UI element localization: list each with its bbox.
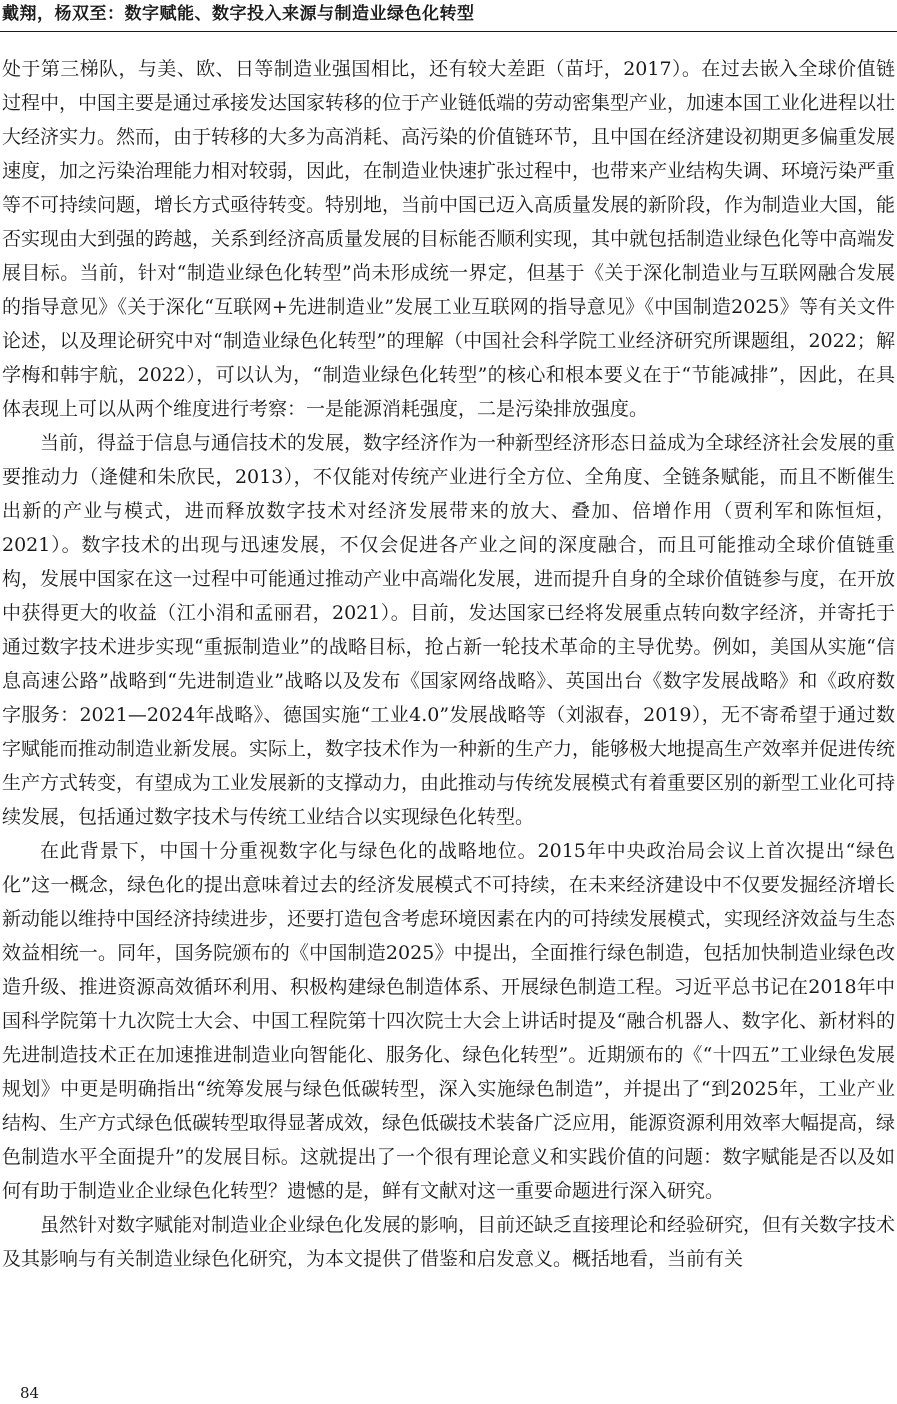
page-number: 84 — [20, 1384, 40, 1402]
paragraph-1: 处于第三梯队，与美、欧、日等制造业强国相比，还有较大差距（苗圩，2017）。在过去嵌入全球价值链过程中，中国主要是通过承接发达国家转移的位于产业链低端的劳动密集型产业，加速本国工业化进程以壮大经济实力。然而，由于转移的大多为高消耗、高污染的价值链环节，且中国在经济建设初期更多偏重发展速度，加之污染治理能力相对较弱，因此，在制造业快速扩张过程中，也带来产业结构失调、环境污染严重等不可持续问题，增长方式亟待转变。特别地，当前中国已迈入高质量发展的新阶段，作为制造业大国，能否实现由大到强的跨越，关系到经济高质量发展的目标能否顺利实现，其中就包括制造业绿色化等中高端发展目标。当前，针对“制造业绿色化转型”尚未形成统一界定，但基于《关于深化制造业与互联网融合发展的指导意见》《关于深化“互联网+先进制造业”发展工业互联网的指导意见》《中国制造2025》等有关文件论述，以及理论研究中对“制造业绿色化转型”的理解（中国社会科学院工业经济研究所课题组，2022；解学梅和韩宇航，2022），可以认为，“制造业绿色化转型”的核心和根本要义在于“节能减排”，因此，在具体表现上可以从两个维度进行考察：一是能源消耗强度，二是污染排放强度。 — [2, 58, 896, 420]
paragraph-4: 虽然针对数字赋能对制造业企业绿色化发展的影响，目前还缺乏直接理论和经验研究，但有关数字技术及其影响与有关制造业绿色化研究，为本文提供了借鉴和启发意义。概括地看，当前有关 — [2, 1214, 896, 1270]
running-title: 戴翔，杨双至：数字赋能、数字投入来源与制造业绿色化转型 — [2, 4, 475, 24]
paragraph-2: 当前，得益于信息与通信技术的发展，数字经济作为一种新型经济形态日益成为全球经济社会发展的重要推动力（逄健和朱欣民，2013），不仅能对传统产业进行全方位、全角度、全链条赋能，而且不断催生出新的产业与模式，进而释放数字技术对经济发展带来的放大、叠加、倍增作用（贾利军和陈恒烜，2021）。数字技术的出现与迅速发展，不仅会促进各产业之间的深度融合，而且可能推动全球价值链重构，发展中国家在这一过程中可能通过推动产业中高端化发展，进而提升自身的全球价值链参与度，在开放中获得更大的收益（江小涓和孟丽君，2021）。目前，发达国家已经将发展重点转向数字经济，并寄托于通过数字技术进步实现“重振制造业”的战略目标，抢占新一轮技术革命的主导优势。例如，美国从实施“信息高速公路”战略到“先进制造业”战略以及发布《国家网络战略》、英国出台《数字发展战略》和《政府数字服务：2021—2024年战略》、德国实施“工业4.0”发展战略等（刘淑春，2019），无不寄希望于通过数字赋能而推动制造业新发展。实际上，数字技术作为一种新的生产力，能够极大地提高生产效率并促进传统生产方式转变，有望成为工业发展新的支撑动力，由此推动与传统发展模式有着重要区别的新型工业化可持续发展，包括通过数字技术与传统工业结合以实现绿色化转型。 — [2, 432, 896, 828]
header-rule — [0, 31, 897, 32]
paragraph-3: 在此背景下，中国十分重视数字化与绿色化的战略地位。2015年中央政治局会议上首次提出“绿色化”这一概念，绿色化的提出意味着过去的经济发展模式不可持续，在未来经济建设中不仅要发掘经济增长新动能以维持中国经济持续进步，还要打造包含考虑环境因素在内的可持续发展模式，实现经济效益与生态效益相统一。同年，国务院颁布的《中国制造2025》中提出，全面推行绿色制造，包括加快制造业绿色改造升级、推进资源高效循环利用、积极构建绿色制造体系、开展绿色制造工程。习近平总书记在2018年中国科学院第十九次院士大会、中国工程院第十四次院士大会上讲话时提及“融合机器人、数字化、新材料的先进制造技术正在加速推进制造业向智能化、服务化、绿色化转型”。近期颁布的《“十四五”工业绿色发展规划》中更是明确指出“统筹发展与绿色低碳转型，深入实施绿色制造”，并提出了“到2025年，工业产业结构、生产方式绿色低碳转型取得显著成效，绿色低碳技术装备广泛应用，能源资源利用效率大幅提高，绿色制造水平全面提升”的发展目标。这就提出了一个很有理论意义和实践价值的问题：数字赋能是否以及如何有助于制造业企业绿色化转型？遗憾的是，鲜有文献对这一重要命题进行深入研究。 — [2, 840, 896, 1202]
body-text — [2, 52, 895, 1276]
